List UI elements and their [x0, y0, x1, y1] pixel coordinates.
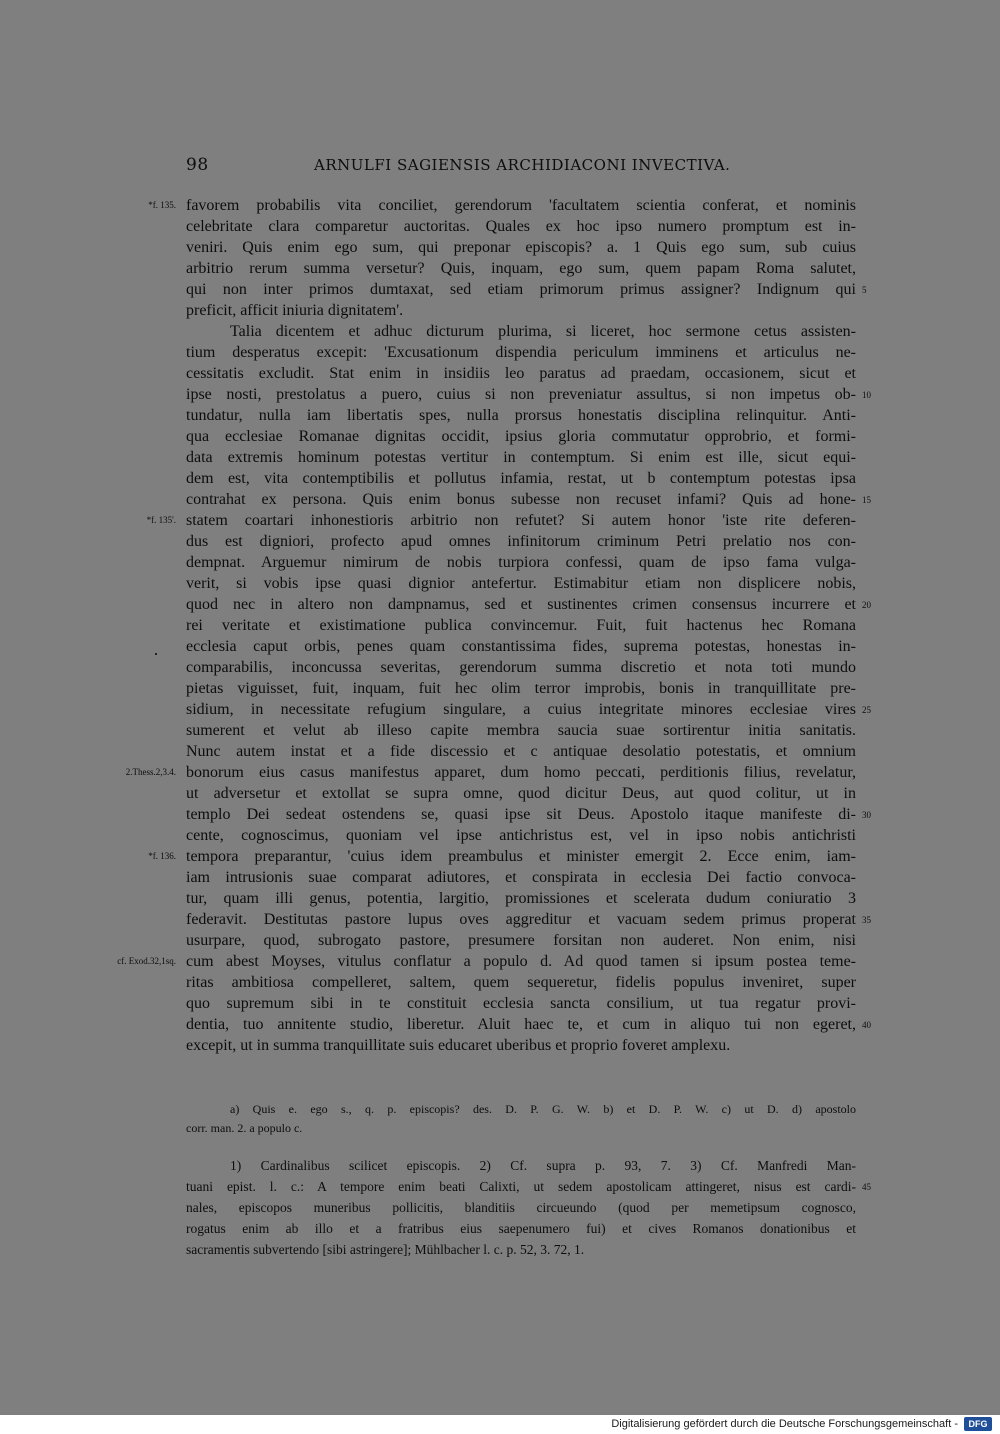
line-text: quo supremum sibi in te constituit ecclesia sancta consilium, ut tua regatur provi-: [186, 995, 856, 1012]
line-text: ritas ambitiosa compelleret, saltem, quem sequeretur, fidelis populus inveniret, super: [186, 974, 856, 991]
text-line: [186, 1014, 871, 1035]
footer-bar: [0, 1415, 1000, 1434]
line-text: dem est, vita contemptibilis et pollutus infamia, restat, ut b contemptum potestas ipsa: [186, 470, 856, 487]
text-line: [186, 804, 871, 825]
text-line: [186, 657, 856, 678]
line-text: tur, quam illi genus, potentia, largitio, promissiones et scelerata dudum coniuratio 3: [186, 890, 856, 907]
speck-mark: [155, 653, 157, 655]
footnote-line: [186, 1155, 856, 1176]
margin-reference: 2.Thess.2,3.4.: [125, 767, 176, 777]
line-text: qui non inter primos dumtaxat, sed etiam primorum primus assigner? Indignum qui: [186, 281, 856, 298]
text-line: [186, 384, 871, 405]
text-line: [186, 363, 856, 384]
footnote-text: rogatus enim ab illo et a fratribus eius saepenumero fui) et cives Romanos donationibus et: [186, 1221, 856, 1236]
line-text: rei veritate et existimatione publica convincemur. Fuit, fuit hactenus hec Romana: [186, 617, 856, 634]
line-text: tium desperatus excepit: 'Excusationum dispendia periculum imminens et articulus ne-: [186, 344, 856, 361]
text-line: [186, 930, 856, 951]
line-text: preficit, afficit iniuria dignitatem'.: [186, 302, 404, 319]
line-text: pietas viguisset, fuit, inquam, fuit hec olim terror improbis, bonis in tranquillitate pre-: [186, 680, 856, 697]
text-line: [125, 762, 856, 783]
line-text: statem coartari inhonestioris arbitrio non refutet? Si autem honor 'iste rite deferen-: [186, 512, 856, 529]
line-text: favorem probabilis vita conciliet, gerendorum 'facultatem scientia conferat, et nominis: [186, 197, 856, 214]
line-number: 20: [862, 600, 871, 610]
text-line: [186, 741, 856, 762]
line-text: cente, cognoscimus, quoniam vel ipse antichristus est, vel in ipso nobis antichristi: [186, 827, 856, 844]
text-line: [186, 258, 856, 279]
footnote-text: 1) Cardinalibus scilicet episcopis. 2) Cf. supra p. 93, 7. 3) Cf. Manfredi Man-: [230, 1158, 856, 1173]
line-text: sidium, in necessitate refugium singulare, a cuius integritate minores ecclesiae vires: [186, 701, 856, 718]
footnotes: [186, 1155, 871, 1260]
footnote-line: [186, 1218, 856, 1239]
line-text: sumerent et velut ab illeso capite membra saucia suae sortirentur initia sanitatis.: [186, 722, 856, 739]
text-line: [186, 468, 856, 489]
line-number: 30: [862, 810, 871, 820]
text-line: [186, 573, 856, 594]
footnote-line: [186, 1176, 871, 1197]
line-text: dentia, tuo annitente studio, liberetur. Aluit haec te, et cum in aliquo tui non egeret,: [186, 1016, 856, 1033]
line-text: federavit. Destitutas pastore lupus oves aggreditur et vacuam sedem primus properat: [186, 911, 856, 928]
margin-reference: *f. 135'.: [146, 515, 176, 525]
footnote-line: [186, 1239, 856, 1260]
line-text: contrahat ex persona. Quis enim bonus subesse non recuset infami? Quis ad hone-: [186, 491, 856, 508]
line-text: usurpare, quod, subrogato pastore, presumere forsitan non auderet. Non enim, nisi: [186, 932, 856, 949]
margin-reference: *f. 136.: [148, 851, 176, 861]
line-text: veniri. Quis enim ego sum, qui preponar episcopis? a. 1 Quis ego sum, sub cuius: [186, 239, 856, 256]
text-line: [186, 237, 856, 258]
text-line: [146, 510, 856, 531]
footnote-text: sacramentis subvertendo [sibi astringere]; Mühlbacher l. c. p. 52, 3. 72, 1.: [186, 1242, 585, 1257]
footnote-line: [186, 1197, 856, 1218]
margin-reference: cf. Exod.32,1sq.: [117, 956, 176, 966]
apparatus-line: corr. man. 2. a populo c.: [186, 1121, 303, 1135]
text-line: [186, 552, 856, 573]
text-line: [186, 972, 856, 993]
text-line: [186, 216, 856, 237]
text-line: [186, 783, 856, 804]
text-line: [186, 720, 856, 741]
text-line: [186, 1035, 856, 1056]
line-text: comparabilis, inconcussa severitas, gerendorum summa discretio et nota toti mundo: [186, 659, 856, 676]
text-line: [186, 447, 856, 468]
line-number: 45: [862, 1182, 871, 1192]
critical-apparatus: [186, 1100, 856, 1138]
text-line: [186, 489, 871, 510]
line-text: qua ecclesiae Romanae dignitas occidit, ipsius gloria commutatur opprobrio, et formi-: [186, 428, 856, 445]
line-number: 25: [862, 705, 871, 715]
text-line: [186, 636, 856, 657]
text-line: [117, 951, 856, 972]
text-line: [186, 888, 856, 909]
text-line: [186, 867, 856, 888]
line-text: ecclesia caput orbis, penes quam constantissima fides, suprema potestas, honestas in-: [186, 638, 856, 655]
margin-reference: *f. 135.: [148, 200, 176, 210]
line-text: templo Dei sedeat ostendens se, quasi ipse sit Deus. Apostolo itaque manifeste di-: [186, 806, 856, 823]
line-text: celebritate clara comparetur auctoritas. Quales ex hoc ipso numero promptum est in-: [186, 218, 856, 235]
footer-text: Digitalisierung gefördert durch die Deutsche Forschungsgemeinschaft -: [611, 1418, 958, 1430]
page-number: 98: [186, 155, 209, 175]
text-line: [186, 825, 856, 846]
dfg-logo: DFG: [964, 1417, 992, 1431]
line-text: data extremis hominum potestas vertitur in contemptum. Si enim est ille, sicut equi-: [186, 449, 856, 466]
text-line: [186, 615, 856, 636]
line-text: quod nec in altero non dampnamus, sed et sustinentes crimen consensus incurrere et: [186, 596, 856, 613]
text-line: [186, 342, 856, 363]
line-number: 10: [862, 390, 871, 400]
text-line: [186, 300, 856, 321]
text-line: [186, 405, 856, 426]
line-text: cessitatis excludit. Stat enim in insidiis leo paratus ad praedam, occasionem, sicut et: [186, 365, 856, 382]
text-line: [186, 531, 856, 552]
apparatus-line: a) Quis e. ego s., q. p. episcopis? des. D. P. G. W. b) et D. P. W. c) ut D. d) apostolo: [230, 1102, 856, 1116]
footnote-text: tuani epist. l. c.: A tempore enim beati Calixti, ut sedem apostolicam attingeret, nisus est cardi-: [186, 1179, 856, 1194]
line-text: Nunc autem instat et a fide discessio et c antiquae desolatio potestatis, et omnium: [186, 743, 856, 760]
line-text: iam intrusionis suae comparat adiutores, et conspirata in ecclesia Dei factio convoca-: [186, 869, 856, 886]
main-text: [117, 195, 871, 1056]
text-line: [186, 993, 856, 1014]
line-text: ipse nosti, prestolatus a puero, cuius si non preveniatur assultus, si non impetus ob-: [186, 386, 856, 403]
text-line: [186, 909, 871, 930]
text-line: [148, 195, 856, 216]
line-text: dempnat. Arguemur nimirum de nobis turpiora confessi, quam de ipso fama vulga-: [186, 554, 856, 571]
text-line: [186, 321, 856, 342]
page-header: [186, 155, 856, 177]
footnote-text: nales, episcopos muneribus pollicitis, blanditiis circueundo (quod per memetipsum cognosco,: [186, 1200, 856, 1215]
line-number: 35: [862, 915, 871, 925]
line-text: bonorum eius casus manifestus apparet, dum homo peccati, perditionis filius, revelatur,: [186, 764, 856, 781]
running-title: ARNULFI SAGIENSIS ARCHIDIACONI INVECTIVA.: [314, 156, 731, 174]
line-text: ut adversetur et extollat se supra omne, quod dicitur Deus, aut quod colitur, ut in: [186, 785, 856, 802]
line-text: tundatur, nulla iam libertatis spes, nulla prorsus honestatis disciplina relinquitur. Anti-: [186, 407, 856, 424]
text-line: [186, 678, 856, 699]
text-line: [186, 279, 867, 300]
line-text: verit, si vobis ipse quasi dignior antefertur. Estimabitur etiam non displicere nobis,: [186, 575, 856, 592]
text-line: [186, 699, 871, 720]
line-number: 40: [862, 1020, 871, 1030]
line-text: arbitrio rerum summa versetur? Quis, inquam, ego sum, quem papam Roma salutet,: [186, 260, 856, 277]
line-number: 5: [862, 285, 867, 295]
line-text: dus est digniori, profecto apud omnes infinitorum criminum Petri prelatio nos con-: [186, 533, 856, 550]
text-line: [186, 426, 856, 447]
text-line: [148, 846, 856, 867]
line-text: excepit, ut in summa tranquillitate suis educaret uberibus et proprio foveret amplexu.: [186, 1037, 731, 1054]
line-text: Talia dicentem et adhuc dicturum plurima, si liceret, hoc sermone cetus assisten-: [230, 323, 856, 340]
line-text: tempora preparantur, 'cuius idem preambulus et minister emergit 2. Ecce enim, iam-: [186, 848, 856, 865]
line-number: 15: [862, 495, 871, 505]
text-line: [186, 594, 871, 615]
line-text: cum abest Moyses, vitulus conflatur a populo d. Ad quod tamen si ipsum postea teme-: [186, 953, 856, 970]
